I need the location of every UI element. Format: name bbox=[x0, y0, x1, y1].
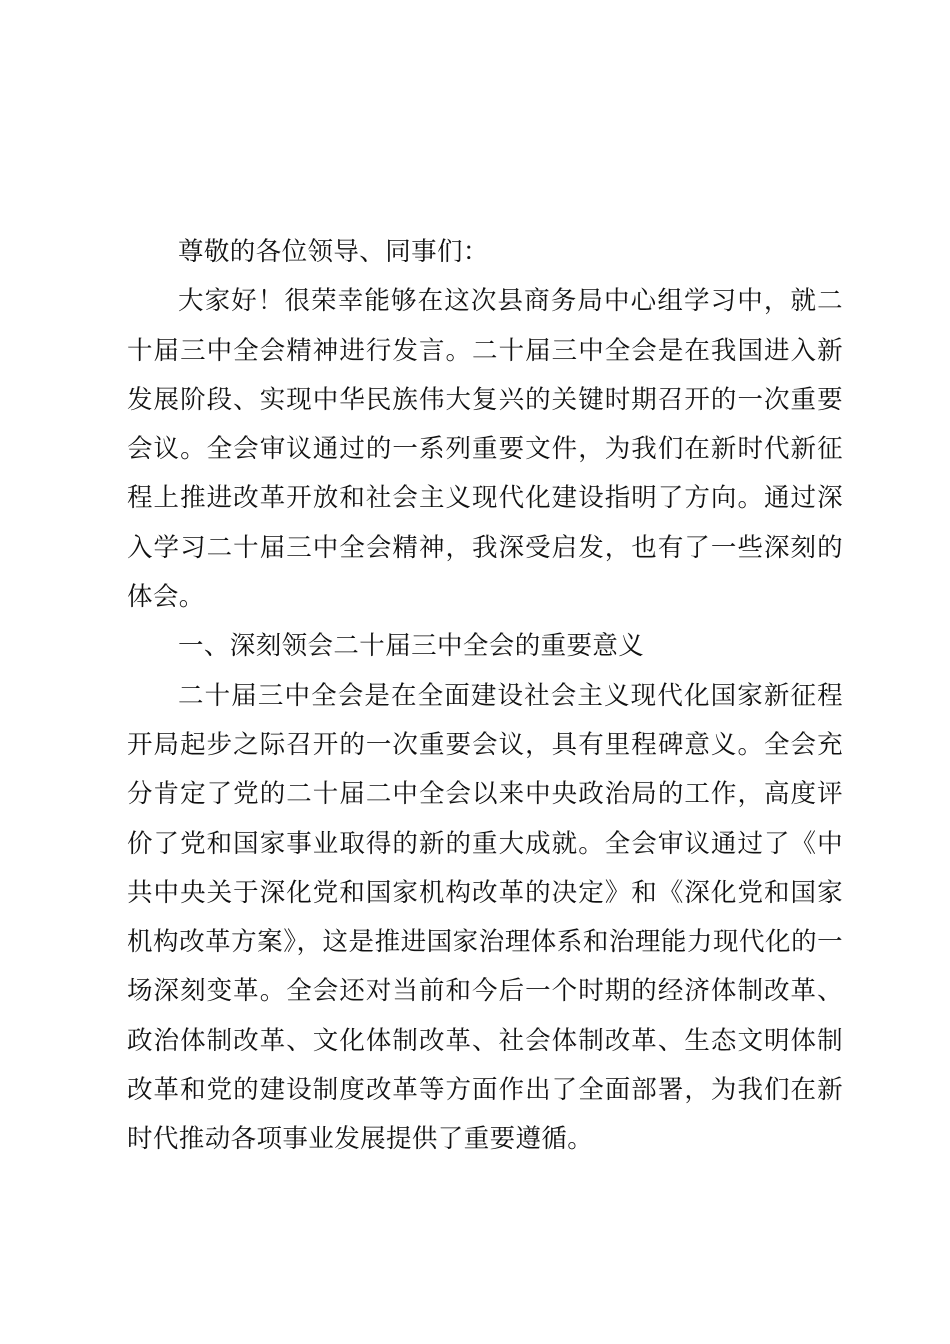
section-paragraph: 二十届三中全会是在全面建设社会主义现代化国家新征程开局起步之际召开的一次重要会议，具有里程碑意义。全会充分肯定了党的二十届二中全会以来中央政治局的工作，高度评价了党和国家事业取得的新的重大成就。全会审议通过了《中共中央关于深化党和国家机构改革的决定》和《深化党和国家机构改革方案》，这是推进国家治理体系和治理能力现代化的一场深刻变革。全会还对当前和今后一个时期的经济体制改革、政治体制改革、文化体制改革、社会体制改革、生态文明体制改革和党的建设制度改革等方面作出了全面部署，为我们在新时代推动各项事业发展提供了重要遵循。 bbox=[127, 680, 843, 1155]
intro-paragraph: 大家好！很荣幸能够在这次县商务局中心组学习中，就二十届三中全会精神进行发言。二十届三中全会是在我国进入新发展阶段、实现中华民族伟大复兴的关键时期召开的一次重要会议。全会审议通过的一系列重要文件，为我们在新时代新征程上推进改革开放和社会主义现代化建设指明了方向。通过深入学习二十届三中全会精神，我深受启发，也有了一些深刻的体会。 bbox=[127, 286, 843, 613]
section-heading: 一、深刻领会二十届三中全会的重要意义 bbox=[178, 631, 645, 662]
greeting: 尊敬的各位领导、同事们： bbox=[178, 237, 489, 267]
document-body bbox=[127, 228, 843, 1165]
